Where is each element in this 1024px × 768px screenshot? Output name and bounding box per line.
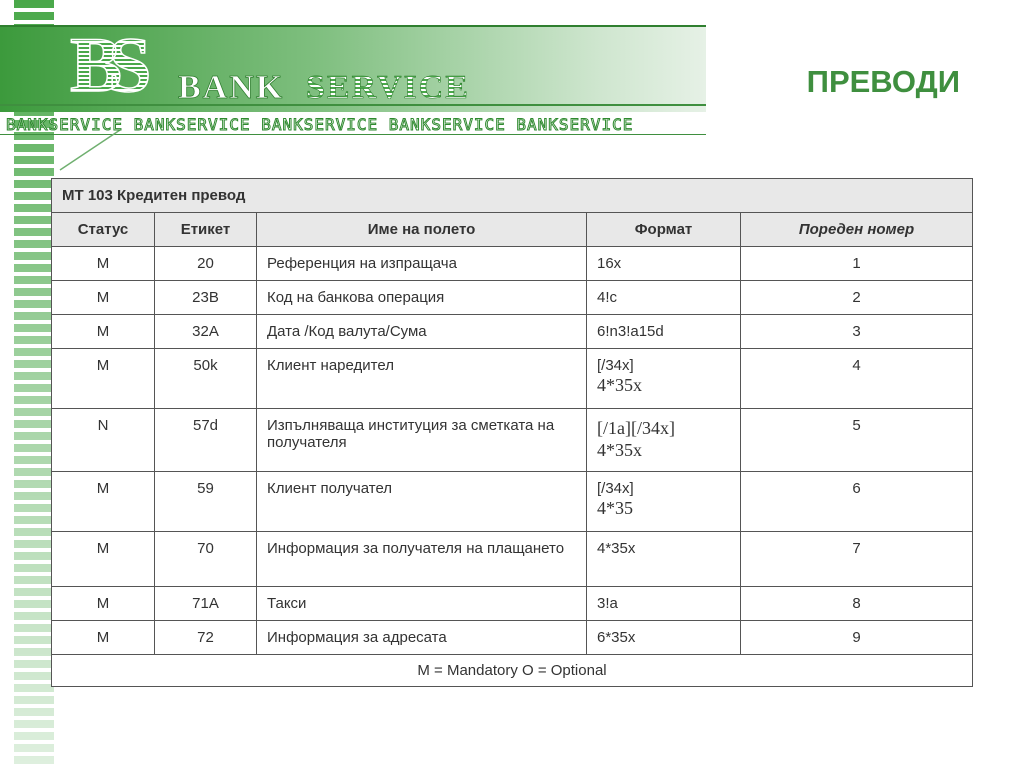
cell-format: 6!n3!a15d (587, 315, 741, 349)
table-header-row (52, 213, 973, 247)
table-footer-row (52, 655, 973, 687)
cell-status: M (52, 247, 155, 281)
format-line: [/1a][/34x] (597, 418, 675, 438)
cell-status: M (52, 621, 155, 655)
cell-format: 16x (587, 247, 741, 281)
cell-format: 4!c (587, 281, 741, 315)
cell-field-name: Дата /Код валута/Сума (257, 315, 587, 349)
legend-note: M = Mandatory O = Optional (52, 655, 973, 687)
logo-word-bank: BANK (178, 69, 285, 105)
table-row (52, 587, 973, 621)
cell-tag: 70 (155, 532, 257, 587)
col-field-name-header: Име на полето (257, 213, 587, 247)
page-title: ПРЕВОДИ (806, 64, 960, 99)
cell-sequence: 7 (741, 532, 973, 587)
cell-field-name: Изпълняваща институция за сметката на получателя (257, 409, 587, 472)
cell-format: 3!a (587, 587, 741, 621)
cell-tag: 50k (155, 349, 257, 409)
cell-format (587, 409, 741, 472)
cell-status: M (52, 281, 155, 315)
table-row (52, 349, 973, 409)
cell-tag: 57d (155, 409, 257, 472)
format-line: [/34x] (597, 480, 634, 497)
cell-format (587, 349, 741, 409)
cell-sequence: 9 (741, 621, 973, 655)
cell-tag: 20 (155, 247, 257, 281)
cell-status: M (52, 587, 155, 621)
cell-tag: 72 (155, 621, 257, 655)
table-row (52, 281, 973, 315)
mt103-table (51, 178, 973, 687)
cell-tag: 71A (155, 587, 257, 621)
cell-status: M (52, 349, 155, 409)
col-format-header: Формат (587, 213, 741, 247)
cell-field-name: Клиент наредител (257, 349, 587, 409)
logo-monogram: BS (70, 25, 138, 105)
table-row (52, 472, 973, 532)
cell-sequence: 6 (741, 472, 973, 532)
cell-status: N (52, 409, 155, 472)
cell-sequence: 5 (741, 409, 973, 472)
cell-status: M (52, 472, 155, 532)
table-caption-row (52, 179, 973, 213)
table-row (52, 621, 973, 655)
cell-sequence: 4 (741, 349, 973, 409)
col-tag-header: Етикет (155, 213, 257, 247)
cell-sequence: 1 (741, 247, 973, 281)
col-status-header: Статус (52, 213, 155, 247)
format-line: 4*35x (597, 375, 642, 395)
table-row (52, 409, 973, 472)
cell-status: M (52, 315, 155, 349)
cell-tag: 32A (155, 315, 257, 349)
cell-tag: 59 (155, 472, 257, 532)
cell-tag: 23B (155, 281, 257, 315)
cell-field-name: Такси (257, 587, 587, 621)
brand-tagline: BANKSERVICE BANKSERVICE BANKSERVICE BANKSERVICE BANKSERVICE (6, 115, 634, 134)
cell-status: M (52, 532, 155, 587)
table-row (52, 315, 973, 349)
logo-word-service: SERVICE (306, 69, 470, 105)
cell-field-name: Клиент получател (257, 472, 587, 532)
format-line: [/34x] (597, 357, 634, 374)
cell-field-name: Информация за получателя на плащането (257, 532, 587, 587)
cell-format: 6*35x (587, 621, 741, 655)
format-line: 4*35x (597, 440, 642, 460)
table-caption: MT 103 Кредитен превод (52, 179, 973, 213)
cell-sequence: 3 (741, 315, 973, 349)
cell-sequence: 2 (741, 281, 973, 315)
format-line: 4*35 (597, 498, 633, 518)
cell-format (587, 472, 741, 532)
table-row (52, 247, 973, 281)
bankservice-logo (60, 25, 500, 105)
cell-sequence: 8 (741, 587, 973, 621)
cell-field-name: Референция на изпращача (257, 247, 587, 281)
cell-field-name: Код на банкова операция (257, 281, 587, 315)
cell-format: 4*35x (587, 532, 741, 587)
table-row (52, 532, 973, 587)
col-sequence-header: Пореден номер (741, 213, 973, 247)
cell-field-name: Информация за адресата (257, 621, 587, 655)
